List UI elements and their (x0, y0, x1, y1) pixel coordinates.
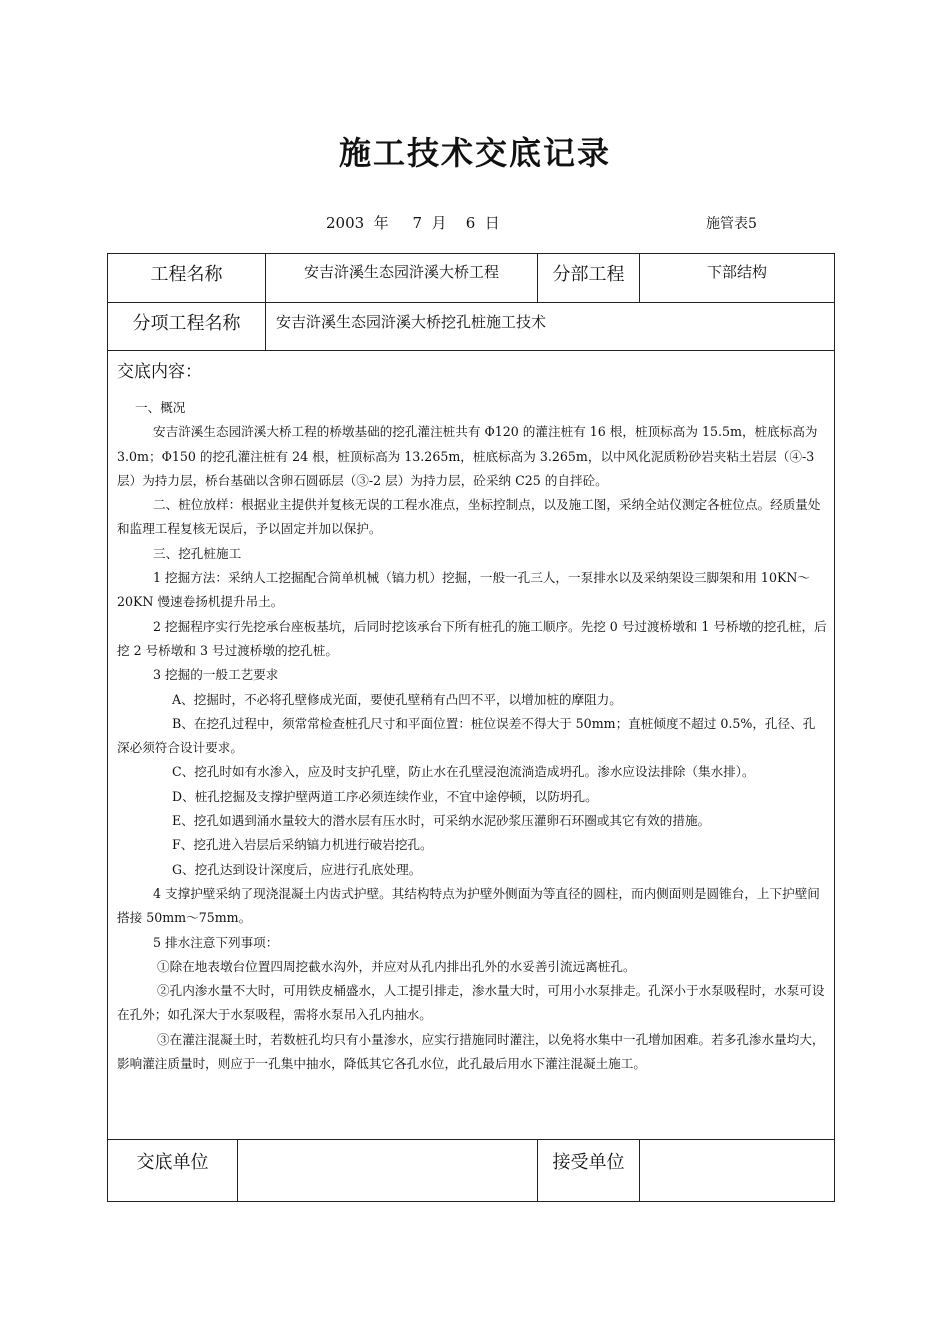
paragraph: 三、挖孔桩施工 (153, 545, 242, 561)
content-section (108, 351, 835, 1140)
paragraph: D、桩孔挖掘及支撑护壁两道工序必须连续作业，不宜中途停顿，以防坍孔。 (172, 788, 598, 804)
subitem-name-label: 分项工程名称 (108, 303, 266, 351)
handover-unit-label: 交底单位 (108, 1140, 238, 1202)
paragraph: 3 挖掘的一般工艺要求 (153, 667, 279, 683)
paragraph: G、挖孔达到设计深度后，应进行孔底处理。 (172, 861, 422, 877)
subitem-name-value: 安吉浒溪生态园浒溪大桥挖孔桩施工技术 (266, 303, 835, 351)
receiving-unit-value (640, 1140, 835, 1202)
paragraph: 1 挖掘方法：采纳人工挖掘配合简单机械（镐力机）挖掘，一般一孔三人，一泵排水以及采纳架设三脚架和用 10KN～20KN 慢速卷扬机提升吊土。 (117, 570, 810, 610)
paragraph: 5 排水注意下列事项： (153, 934, 279, 950)
receiving-unit-label: 接受单位 (538, 1140, 640, 1202)
paragraph: 安吉浒溪生态园浒溪大桥工程的桥墩基础的挖孔灌注桩共有 Φ120 的灌注桩有 16 根，桩顶标高为 15.5m，桩底标高为 3.0m；Φ150 的挖孔灌注桩有 24 根，桩顶标高为 13.265m，桩底标高为 3.265m，以中风化泥质粉砂岩夹粘土岩层（④-3 层）为持力层，桥台基础以含卵石圆砾层（③-2 层）为持力层，砼采纳 C25 的自拌砼。 (117, 424, 818, 488)
content-body (117, 396, 827, 1076)
form-number: 施管表5 (706, 216, 757, 232)
date-row (0, 212, 950, 234)
record-date: 2003 年 7 月 6 日 (326, 214, 500, 232)
paragraph: B、在挖孔过程中，须常常检查桩孔尺寸和平面位置：桩位误差不得大于 50mm；直桩倾度不超过 0.5%，孔径、孔深必须符合设计要求。 (117, 715, 816, 756)
paragraph: E、挖孔如遇到涌水量较大的潜水层有压水时，可采纳水泥砂浆压灌卵石环圈或其它有效的措施。 (172, 813, 711, 829)
content-heading: 交底内容： (117, 362, 202, 382)
division-value: 下部结构 (640, 254, 835, 303)
paragraph: ③在灌注混凝土时，若数桩孔均只有小量渗水，应实行措施同时灌注，以免将水集中一孔增加困难。若多孔渗水量均大，影响灌注质量时，则应于一孔集中抽水，降低其它各孔水位，此孔最后用水下灌注混凝土施工。 (117, 1031, 825, 1072)
paragraph: F、挖孔进入岩层后采纳镐力机进行破岩挖孔。 (172, 837, 433, 853)
page-title: 施工技术交底记录 (338, 134, 611, 172)
paragraph: ①除在地表墩台位置四周挖截水沟外，并应对从孔内排出孔外的水妥善引流远离桩孔。 (157, 958, 636, 974)
paragraph: 二、桩位放样：根据业主提供并复核无误的工程水准点，坐标控制点，以及施工图，采纳全站仪测定各桩位点。经质量处和监理工程复核无误后，予以固定并加以保护。 (117, 497, 821, 537)
record-table (107, 253, 835, 1202)
paragraph: A、挖掘时，不必将孔壁修成光面，要使孔壁稍有凸凹不平，以增加桩的摩阻力。 (172, 691, 622, 707)
division-label: 分部工程 (538, 254, 640, 303)
paragraph: 一、概况 (135, 400, 186, 415)
project-name-label: 工程名称 (108, 254, 266, 303)
paragraph: 2 挖掘程序实行先挖承台座板基坑，后同时挖该承台下所有桩孔的施工顺序。先挖 0 号过渡桥墩和 1 号桥墩的挖孔桩，后挖 2 号桥墩和 3 号过渡桥墩的挖孔桩。 (117, 618, 827, 658)
handover-unit-value (238, 1140, 538, 1202)
project-name-value: 安吉浒溪生态园浒溪大桥工程 (266, 254, 538, 303)
paragraph: 4 支撑护壁采纳了现浇混凝土内齿式护壁。其结构特点为护壁外侧面为等直径的圆柱，而内侧面则是圆锥台，上下护壁间搭接 50mm～75mm。 (117, 885, 820, 926)
paragraph: ②孔内渗水量不大时，可用铁皮桶盛水，人工提引排走，渗水量大时，可用小水泵排走。孔深小于水泵吸程时，水泵可设在孔外；如孔深大于水泵吸程，需将水泵吊入孔内抽水。 (117, 983, 825, 1023)
paragraph: C、挖孔时如有水渗入，应及时支护孔壁，防止水在孔壁浸泡流淌造成坍孔。渗水应设法排除（集水排）。 (172, 764, 755, 780)
